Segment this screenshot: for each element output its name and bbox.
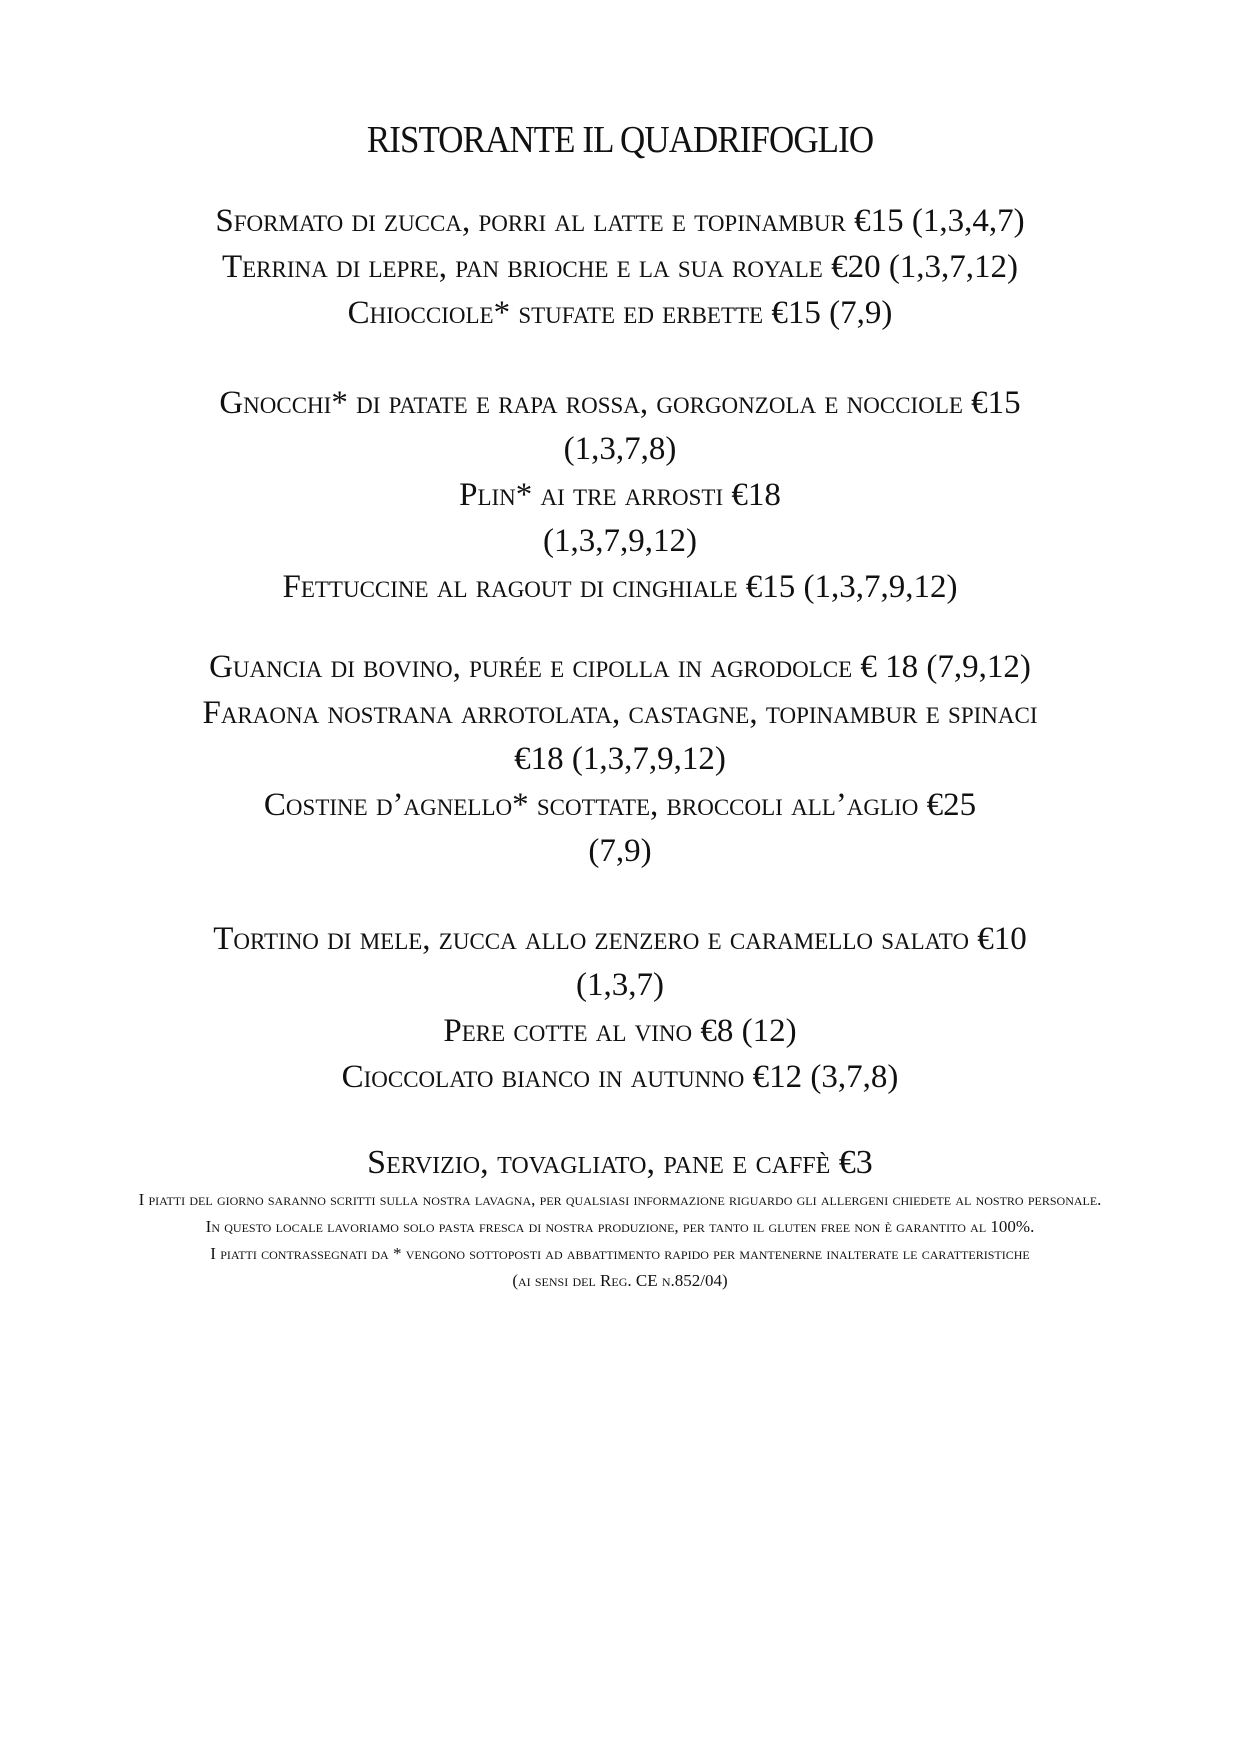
dish-price: €18 xyxy=(514,741,564,777)
dish-item xyxy=(120,290,1120,336)
dish-item xyxy=(120,198,1120,244)
dish-name: Cioccolato bianco in autunno xyxy=(341,1059,745,1095)
dish-name: Tortino di mele, zucca allo zenzero e caramello salato xyxy=(213,921,969,957)
dish-allergens: (1,3,7) xyxy=(576,967,664,1003)
dish-name: Guancia di bovino, purée e cipolla in agrodolce xyxy=(209,649,853,685)
dish-price: €10 xyxy=(977,921,1027,957)
dish-allergens: (7,9) xyxy=(829,295,893,331)
dish-allergens: (7,9,12) xyxy=(926,649,1031,685)
dish-item xyxy=(120,380,1120,472)
menu-section xyxy=(0,644,1240,874)
dish-item xyxy=(120,1008,1120,1054)
dish-name: Gnocchi* di patate e rapa rossa, gorgonzola e nocciole xyxy=(219,385,963,421)
menu-section xyxy=(0,380,1240,610)
dish-price: €15 xyxy=(854,203,904,239)
note-gluten: In questo locale lavoriamo solo pasta fresca di nostra produzione, per tanto il gluten free non è garantito al 100%. xyxy=(205,1217,1035,1236)
dish-item xyxy=(120,564,1120,610)
dish-name: Fettuccine al ragout di cinghiale xyxy=(282,569,738,605)
dish-price: €15 xyxy=(771,295,821,331)
dish-item xyxy=(120,916,1120,1008)
dish-allergens: (1,3,7,9,12) xyxy=(571,741,726,777)
dish-name: Pere cotte al vino xyxy=(443,1013,693,1049)
dish-price: €15 xyxy=(745,569,796,605)
dish-item xyxy=(120,472,1120,564)
dish-item xyxy=(120,244,1120,290)
dish-price: €20 xyxy=(831,249,881,285)
menu-section xyxy=(0,916,1240,1100)
dish-name: Chiocciole* stufate ed erbette xyxy=(347,295,764,331)
note-blast-chilling: I piatti contrassegnati da * vengono sottoposti ad abbattimento rapido per mantenerne inalterate le caratteristiche xyxy=(210,1244,1030,1263)
service-charge: Servizio, tovagliato, pane e caffè €3 xyxy=(367,1144,873,1181)
dish-price: €25 xyxy=(926,787,977,823)
dish-price: €8 xyxy=(700,1013,734,1049)
footnotes xyxy=(0,1186,1240,1294)
dish-allergens: (1,3,4,7) xyxy=(911,203,1025,239)
dish-item xyxy=(120,690,1120,782)
dish-name: Terrina di lepre, pan brioche e la sua royale xyxy=(221,249,823,285)
menu-section xyxy=(0,198,1240,336)
dish-allergens: (1,3,7,8) xyxy=(563,431,677,467)
dish-name: Plin* ai tre arrosti xyxy=(459,477,724,513)
dish-allergens: (3,7,8) xyxy=(810,1059,899,1095)
dish-name: Costine d’agnello* scottate, broccoli all’aglio xyxy=(263,787,919,823)
dish-item xyxy=(120,782,1120,874)
note-daily-dishes: I piatti del giorno saranno scritti sulla nostra lavagna, per qualsiasi informazione riguardo gli allergeni chiedete al nostro personale. xyxy=(138,1190,1102,1209)
dish-allergens: (12) xyxy=(741,1013,797,1049)
dish-allergens: (1,3,7,12) xyxy=(888,249,1019,285)
restaurant-title: RISTORANTE IL QUADRIFOGLIO xyxy=(366,119,874,161)
dish-price: €18 xyxy=(731,477,781,513)
dish-allergens: (7,9) xyxy=(588,833,652,869)
dish-allergens: (1,3,7,9,12) xyxy=(803,569,958,605)
dish-price: €15 xyxy=(971,385,1021,421)
dish-allergens: (1,3,7,9,12) xyxy=(543,523,697,559)
dish-name: Sformato di zucca, porri al latte e topinambur xyxy=(215,203,846,239)
dish-item xyxy=(120,644,1120,690)
dish-price: € 18 xyxy=(860,649,919,685)
dish-item xyxy=(120,1054,1120,1100)
dish-price: €12 xyxy=(752,1059,803,1095)
dish-name: Faraona nostrana arrotolata, castagne, topinambur e spinaci xyxy=(202,695,1038,731)
note-regulation: (ai sensi del Reg. CE n.852/04) xyxy=(512,1271,728,1290)
